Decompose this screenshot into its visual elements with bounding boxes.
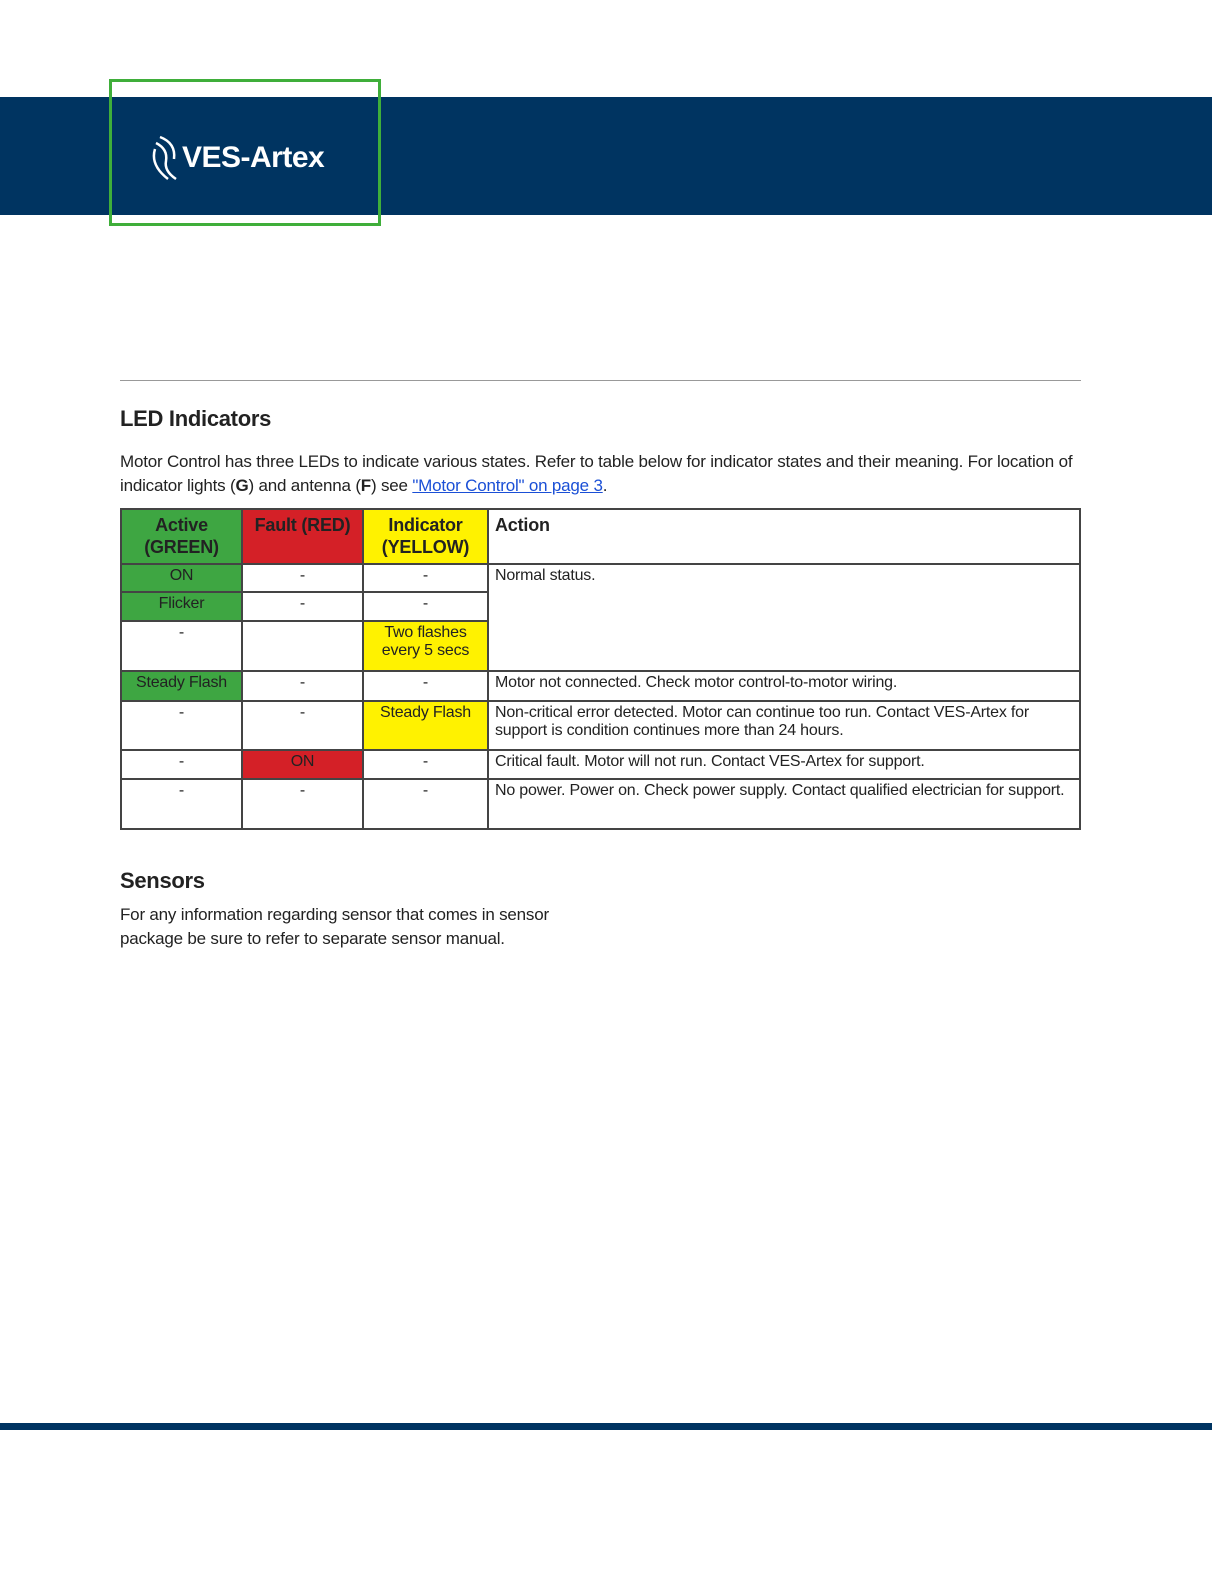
header-indicator: Indicator (YELLOW) [363, 509, 488, 564]
sensors-title: Sensors [120, 868, 205, 893]
table-header-row [121, 509, 1080, 564]
sensors-body: For any information regarding sensor that comes in sensor package be sure to refer to separate sensor manual. [120, 905, 549, 948]
header-active: Active (GREEN) [121, 509, 242, 564]
brand-logo: VES-Artex [150, 135, 324, 181]
led-table [120, 508, 1081, 830]
table-row: - - - No power. Power on. Check power supply. Contact qualified electrician for support. [121, 779, 1080, 829]
footer-rule [0, 1423, 1212, 1430]
waves-icon [150, 135, 178, 181]
table-row: Flicker - - [121, 592, 1080, 621]
table-row: - ON - Critical fault. Motor will not run. Contact VES-Artex for support. [121, 750, 1080, 779]
table-row: - - Steady Flash Non-critical error detected. Motor can continue too run. Contact VES-Artex for support is condition continues more than 24 hours. [121, 701, 1080, 750]
led-title: LED Indicators [120, 406, 272, 431]
led-intro: Motor Control has three LEDs to indicate various states. Refer to table below for indicator states and their meaning. For location of indicator lights (G) and antenna (F) see "Motor Control" on page 3. [120, 452, 1073, 495]
header-action: Action [488, 509, 1080, 564]
table-row: - Two flashes every 5 secs [121, 621, 1080, 671]
header-fault: Fault (RED) [242, 509, 363, 564]
motor-control-link[interactable]: "Motor Control" on page 3 [412, 476, 603, 495]
divider [120, 380, 1081, 381]
table-row: ON - - Normal status. [121, 564, 1080, 592]
table-row: Steady Flash - - Motor not connected. Check motor control-to-motor wiring. [121, 671, 1080, 701]
